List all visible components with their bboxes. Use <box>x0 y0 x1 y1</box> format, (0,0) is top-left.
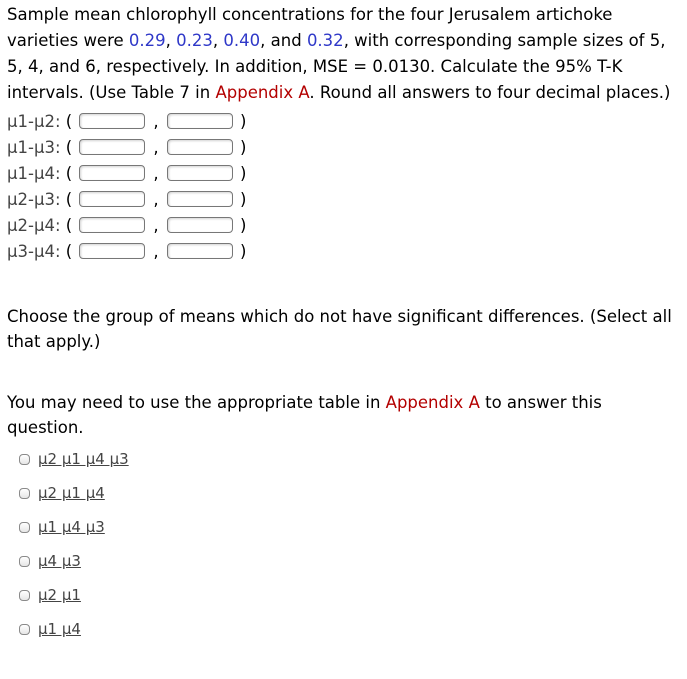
separator: , <box>212 31 224 50</box>
close-paren: ) <box>240 241 247 261</box>
open-paren: ( <box>65 111 73 131</box>
appendix-note <box>7 390 681 440</box>
separator: , and <box>260 31 307 50</box>
close-paren: ) <box>240 137 247 157</box>
interval-row-mu1-mu3 <box>7 134 681 160</box>
close-paren: ) <box>240 111 247 131</box>
separator: , <box>165 31 177 50</box>
interval-label <box>7 216 79 235</box>
mean-2: 0.23 <box>176 31 213 50</box>
lower-bound-input-mu1-mu3[interactable] <box>79 139 145 155</box>
comma: , <box>153 241 159 261</box>
option-mu1-mu4-mu3[interactable] <box>7 510 681 544</box>
comma: , <box>153 137 159 157</box>
upper-bound-input-mu2-mu4[interactable] <box>167 217 233 233</box>
option-label[interactable]: μ2 μ1 μ4 <box>38 484 105 502</box>
lower-bound-input-mu1-mu4[interactable] <box>79 165 145 181</box>
option-mu2-mu1-mu4-mu3[interactable] <box>7 442 681 476</box>
option-label[interactable]: μ2 μ1 μ4 μ3 <box>38 450 129 468</box>
upper-bound-input-mu1-mu3[interactable] <box>167 139 233 155</box>
checkbox[interactable] <box>19 590 30 601</box>
problem-details: , with corresponding sample sizes of 5, 5, 4, and 6, respectively. In addition, MSE = 0.0130. Calculate the 95% T-K intervals. (Use Table 7 in <box>7 31 666 102</box>
interval-row-mu1-mu4 <box>7 160 681 186</box>
open-paren: ( <box>65 189 73 209</box>
upper-bound-input-mu2-mu3[interactable] <box>167 191 233 207</box>
problem-text <box>7 2 681 106</box>
open-paren: ( <box>65 215 73 235</box>
checkbox[interactable] <box>19 522 30 533</box>
option-mu4-mu3[interactable] <box>7 544 681 578</box>
interval-label <box>7 164 79 183</box>
interval-label-text: μ2-μ4: <box>7 215 61 235</box>
lower-bound-input-mu3-mu4[interactable] <box>79 243 145 259</box>
interval-row-mu2-mu3 <box>7 186 681 212</box>
question-select-groups: Choose the group of means which do not have significant differences. (Select all that apply.) <box>7 307 672 351</box>
option-mu2-mu1[interactable] <box>7 578 681 612</box>
appendix-link-2[interactable]: Appendix A <box>385 393 480 412</box>
interval-row-mu3-mu4 <box>7 238 681 264</box>
checkbox[interactable] <box>19 556 30 567</box>
interval-label-text: μ1-μ3: <box>7 137 61 157</box>
checkbox[interactable] <box>19 454 30 465</box>
close-paren: ) <box>240 215 247 235</box>
interval-label-text: μ1-μ2: <box>7 111 61 131</box>
checkbox[interactable] <box>19 488 30 499</box>
mean-1: 0.29 <box>128 31 166 50</box>
interval-row-mu2-mu4 <box>7 212 681 238</box>
upper-bound-input-mu1-mu4[interactable] <box>167 165 233 181</box>
interval-label-text: μ2-μ3: <box>7 189 61 209</box>
comma: , <box>153 111 159 131</box>
lower-bound-input-mu2-mu3[interactable] <box>79 191 145 207</box>
option-label[interactable]: μ1 μ4 μ3 <box>38 518 105 536</box>
lower-bound-input-mu1-mu2[interactable] <box>79 113 145 129</box>
interval-rows <box>7 108 681 264</box>
option-label[interactable]: μ4 μ3 <box>38 552 81 570</box>
interval-label <box>7 138 79 157</box>
interval-label <box>7 112 79 131</box>
mean-4: 0.32 <box>306 31 344 50</box>
comma: , <box>153 163 159 183</box>
lower-bound-input-mu2-mu4[interactable] <box>79 217 145 233</box>
open-paren: ( <box>65 137 73 157</box>
option-mu2-mu1-mu4[interactable] <box>7 476 681 510</box>
interval-label <box>7 190 79 209</box>
appendix-note-text: You may need to use the appropriate table in <box>7 393 386 412</box>
appendix-note-end: to answer this question. <box>7 393 602 437</box>
comma: , <box>153 189 159 209</box>
options-list <box>7 442 681 646</box>
interval-label-text: μ1-μ4: <box>7 163 61 183</box>
interval-row-mu1-mu2 <box>7 108 681 134</box>
upper-bound-input-mu1-mu2[interactable] <box>167 113 233 129</box>
problem-rounding: . Round all answers to four decimal places.) <box>309 83 671 102</box>
close-paren: ) <box>240 189 247 209</box>
open-paren: ( <box>65 241 73 261</box>
open-paren: ( <box>65 163 73 183</box>
interval-label <box>7 242 79 261</box>
appendix-link[interactable]: Appendix A <box>215 83 310 102</box>
comma: , <box>153 215 159 235</box>
close-paren: ) <box>240 163 247 183</box>
option-label[interactable]: μ1 μ4 <box>38 620 81 638</box>
problem-intro: Sample mean chlorophyll concentrations for the four Jerusalem artichoke varieties were <box>7 5 613 50</box>
mean-3: 0.40 <box>223 31 261 50</box>
interval-label-text: μ3-μ4: <box>7 241 61 261</box>
option-mu1-mu4[interactable] <box>7 612 681 646</box>
option-label[interactable]: μ2 μ1 <box>38 586 81 604</box>
upper-bound-input-mu3-mu4[interactable] <box>167 243 233 259</box>
checkbox[interactable] <box>19 624 30 635</box>
